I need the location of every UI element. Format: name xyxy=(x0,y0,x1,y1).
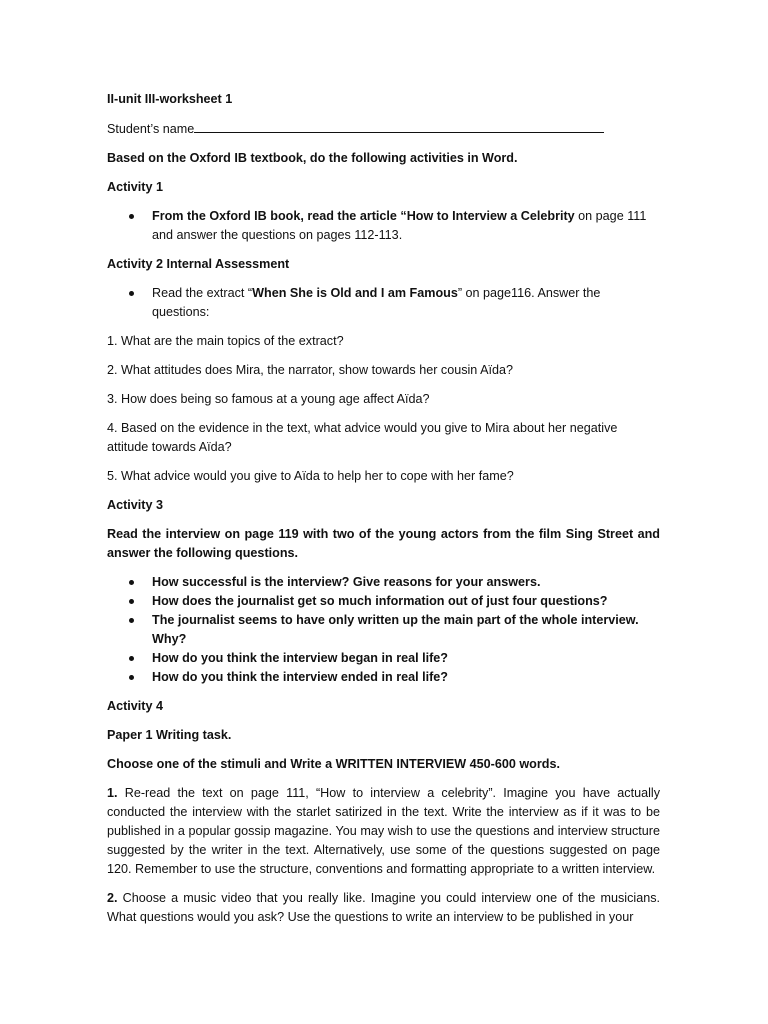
student-name-label: Student’s name xyxy=(107,122,195,136)
bullet-icon xyxy=(129,656,134,661)
student-name-row xyxy=(107,119,660,139)
activity3-list xyxy=(107,573,660,687)
activity4-option xyxy=(107,784,660,879)
activity1-heading: Activity 1 xyxy=(107,180,163,194)
activity1-item-bold: From the Oxford IB book, read the article “How to Interview a Celebrity xyxy=(152,209,575,223)
general-instruction: Based on the Oxford IB textbook, do the following activities in Word. xyxy=(107,151,518,165)
activity2-list xyxy=(107,284,660,322)
activity2-item-bold: When She is Old and I am Famous xyxy=(252,286,458,300)
activity2-item-pre: Read the extract “ xyxy=(152,286,253,300)
activity2-item-post: ” on page116. Answer the questions: xyxy=(152,286,601,319)
activity1-item-rest: on page 111 and answer the questions on pages 112-113. xyxy=(152,209,647,242)
bullet-icon xyxy=(129,214,134,219)
activity4-task: Paper 1 Writing task. xyxy=(107,728,232,742)
activity3-heading: Activity 3 xyxy=(107,498,163,512)
activity3-item xyxy=(107,611,660,649)
activity1-list xyxy=(107,207,660,245)
activity3-item xyxy=(107,573,660,592)
activity2-question: 4. Based on the evidence in the text, what advice would you give to Mira about her negative attitude towards Aïda? xyxy=(107,421,618,454)
activity3-item xyxy=(107,592,660,611)
activity4-instruction: Choose one of the stimuli and Write a WRITTEN INTERVIEW 450-600 words. xyxy=(107,757,560,771)
activity2-item xyxy=(107,284,660,322)
activity2-heading: Activity 2 Internal Assessment xyxy=(107,257,290,271)
student-name-blank[interactable] xyxy=(194,119,604,133)
activity3-item-text: How do you think the interview ended in real life? xyxy=(152,670,448,684)
activity2-question: 3. How does being so famous at a young age affect Aïda? xyxy=(107,392,430,406)
activity3-item xyxy=(107,649,660,668)
worksheet-title: II-unit III-worksheet 1 xyxy=(107,92,233,106)
option-number: 2. xyxy=(107,891,118,905)
bullet-icon xyxy=(129,599,134,604)
option-number: 1. xyxy=(107,786,118,800)
activity2-question: 5. What advice would you give to Aïda to help her to cope with her fame? xyxy=(107,469,514,483)
bullet-icon xyxy=(129,580,134,585)
activity3-item xyxy=(107,668,660,687)
option-text: Re-read the text on page 111, “How to interview a celebrity”. Imagine you have actually conducted the interview with the starlet satirized in the text. Write the interview as if it was to be published in a popular gossip magazine. You may wish to use the questions and interview structure suggested by the writer in the text. Alternatively, use some of the questions suggested on page 120. Remember to use the structure, conventions and formatting appropriate to a written interview. xyxy=(107,786,660,876)
activity3-item-text: The journalist seems to have only written up the main part of the whole interview. Why? xyxy=(152,613,639,646)
activity3-item-text: How do you think the interview began in real life? xyxy=(152,651,448,665)
activity2-question: 1. What are the main topics of the extract? xyxy=(107,334,344,348)
document-body xyxy=(107,90,660,937)
bullet-icon xyxy=(129,675,134,680)
bullet-icon xyxy=(129,618,134,623)
option-text: Choose a music video that you really like. Imagine you could interview one of the musicians. What questions would you ask? Use the questions to write an interview to be published in your xyxy=(107,891,660,924)
activity4-option xyxy=(107,889,660,927)
bullet-icon xyxy=(129,291,134,296)
activity2-question: 2. What attitudes does Mira, the narrator, show towards her cousin Aïda? xyxy=(107,363,514,377)
activity3-item-text: How does the journalist get so much information out of just four questions? xyxy=(152,594,608,608)
activity3-item-text: How successful is the interview? Give reasons for your answers. xyxy=(152,575,541,589)
activity3-intro: Read the interview on page 119 with two of the young actors from the film Sing Street and answer the following questions. xyxy=(107,527,660,560)
activity1-item xyxy=(107,207,660,245)
activity4-heading: Activity 4 xyxy=(107,699,163,713)
